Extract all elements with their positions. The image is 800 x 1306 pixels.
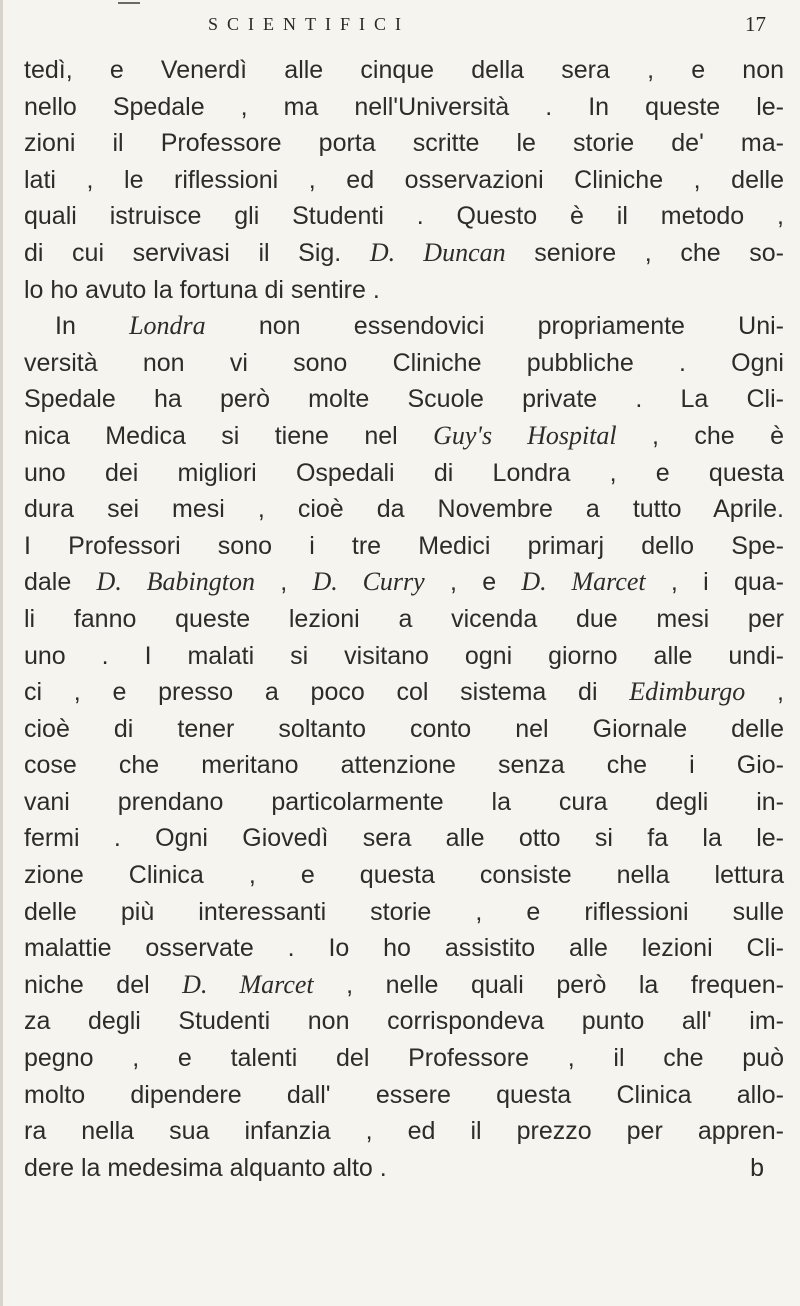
text-segment: Spedale ha però molte Scuole private . La Cli- xyxy=(24,385,784,414)
body-text xyxy=(24,52,784,1186)
text-segment: za degli Studenti non corrispondeva punto all' im- xyxy=(24,1007,784,1036)
italic-name: D. Marcet xyxy=(182,969,314,999)
text-segment: dere la medesima alquanto alto . xyxy=(24,1153,387,1182)
text-segment: nica Medica si tiene nel xyxy=(24,421,434,450)
catchword: b xyxy=(750,1153,764,1182)
text-segment: cioè di tener soltanto conto nel Giornale delle xyxy=(24,714,784,743)
text-line xyxy=(24,308,784,345)
text-line xyxy=(24,528,784,565)
italic-name: D. Babington xyxy=(96,567,255,597)
text-segment: seniore , che so- xyxy=(505,238,784,267)
text-segment: uno . I malati si visitano ogni giorno alle undi- xyxy=(24,641,784,670)
text-line xyxy=(24,1150,784,1187)
text-segment: , che è xyxy=(616,421,785,450)
text-line xyxy=(24,564,784,601)
text-segment: uno dei migliori Ospedali di Londra , e questa xyxy=(24,458,784,487)
text-line xyxy=(24,601,784,638)
text-segment: dura sei mesi , cioè da Novembre a tutto Aprile. xyxy=(24,495,784,524)
text-segment: , xyxy=(745,678,784,707)
text-segment: pegno , e talenti del Professore , il che può xyxy=(24,1044,784,1073)
italic-name: Guy's Hospital xyxy=(433,420,617,450)
italic-name: D. Duncan xyxy=(369,237,506,267)
italic-name: D. Curry xyxy=(312,567,425,597)
text-segment: non essendovici propriamente Uni- xyxy=(205,312,785,341)
text-line xyxy=(24,52,784,89)
text-line xyxy=(24,491,784,528)
text-line xyxy=(24,418,784,455)
text-line xyxy=(24,820,784,857)
text-segment: niche del xyxy=(24,970,183,999)
page-edge xyxy=(0,0,3,1306)
text-line xyxy=(24,235,784,272)
text-line xyxy=(24,638,784,675)
text-line xyxy=(24,747,784,784)
text-segment: , i qua- xyxy=(645,568,785,597)
text-line xyxy=(24,1113,784,1150)
text-segment: nello Spedale , ma nell'Università . In queste le- xyxy=(24,92,784,121)
text-line xyxy=(24,967,784,1004)
text-segment: zione Clinica , e questa consiste nella lettura xyxy=(24,861,784,890)
text-line xyxy=(24,1040,784,1077)
text-line xyxy=(24,894,784,931)
text-segment: molto dipendere dall' essere questa Clinica allo- xyxy=(24,1080,784,1109)
text-segment: dale xyxy=(24,568,97,597)
text-segment: I Professori sono i tre Medici primarj dello Spe- xyxy=(24,531,784,560)
text-segment: , xyxy=(254,568,313,597)
text-line xyxy=(24,930,784,967)
text-segment: cose che meritano attenzione senza che i Gio- xyxy=(24,751,784,780)
text-segment: fermi . Ogni Giovedì sera alle otto si fa la le- xyxy=(24,824,784,853)
text-line xyxy=(24,381,784,418)
text-segment: versità non vi sono Cliniche pubbliche . Ogni xyxy=(24,348,784,377)
italic-name: Londra xyxy=(129,311,206,341)
text-line xyxy=(24,784,784,821)
text-line xyxy=(24,89,784,126)
italic-name: D. Marcet xyxy=(521,567,646,597)
text-line xyxy=(24,1003,784,1040)
page-number: 17 xyxy=(745,12,766,36)
text-segment: ci , e presso a poco col sistema di xyxy=(24,678,630,707)
text-line xyxy=(24,711,784,748)
text-segment: malattie osservate . Io ho assistito alle lezioni Cli- xyxy=(24,934,784,963)
text-segment: In xyxy=(55,312,130,341)
top-mark xyxy=(118,2,140,4)
text-line xyxy=(24,674,784,711)
text-line xyxy=(24,162,784,199)
text-segment: delle più interessanti storie , e riflessioni sulle xyxy=(24,897,784,926)
text-segment: tedì, e Venerdì alle cinque della sera , e non xyxy=(24,56,784,84)
text-line xyxy=(24,125,784,162)
text-line xyxy=(24,198,784,235)
text-line xyxy=(24,272,784,309)
text-segment: lati , le riflessioni , ed osservazioni Cliniche , delle xyxy=(24,165,784,194)
text-line xyxy=(24,1077,784,1114)
text-segment: di cui servivasi il Sig. xyxy=(24,238,370,267)
text-segment: li fanno queste lezioni a vicenda due mesi per xyxy=(24,604,784,633)
text-line xyxy=(24,857,784,894)
text-line xyxy=(24,455,784,492)
text-line xyxy=(24,345,784,382)
text-segment: zioni il Professore porta scritte le storie de' ma- xyxy=(24,129,784,158)
text-segment: , nelle quali però la frequen- xyxy=(313,970,784,999)
text-segment: , e xyxy=(424,568,522,597)
text-segment: ra nella sua infanzia , ed il prezzo per appren- xyxy=(24,1117,784,1146)
text-segment: vani prendano particolarmente la cura degli in- xyxy=(24,787,784,816)
italic-name: Edimburgo xyxy=(629,677,746,707)
running-title: SCIENTIFICI xyxy=(208,14,410,34)
text-segment: quali istruisce gli Studenti . Questo è il metodo , xyxy=(24,202,784,231)
text-segment: lo ho avuto la fortuna di sentire . xyxy=(24,275,380,304)
